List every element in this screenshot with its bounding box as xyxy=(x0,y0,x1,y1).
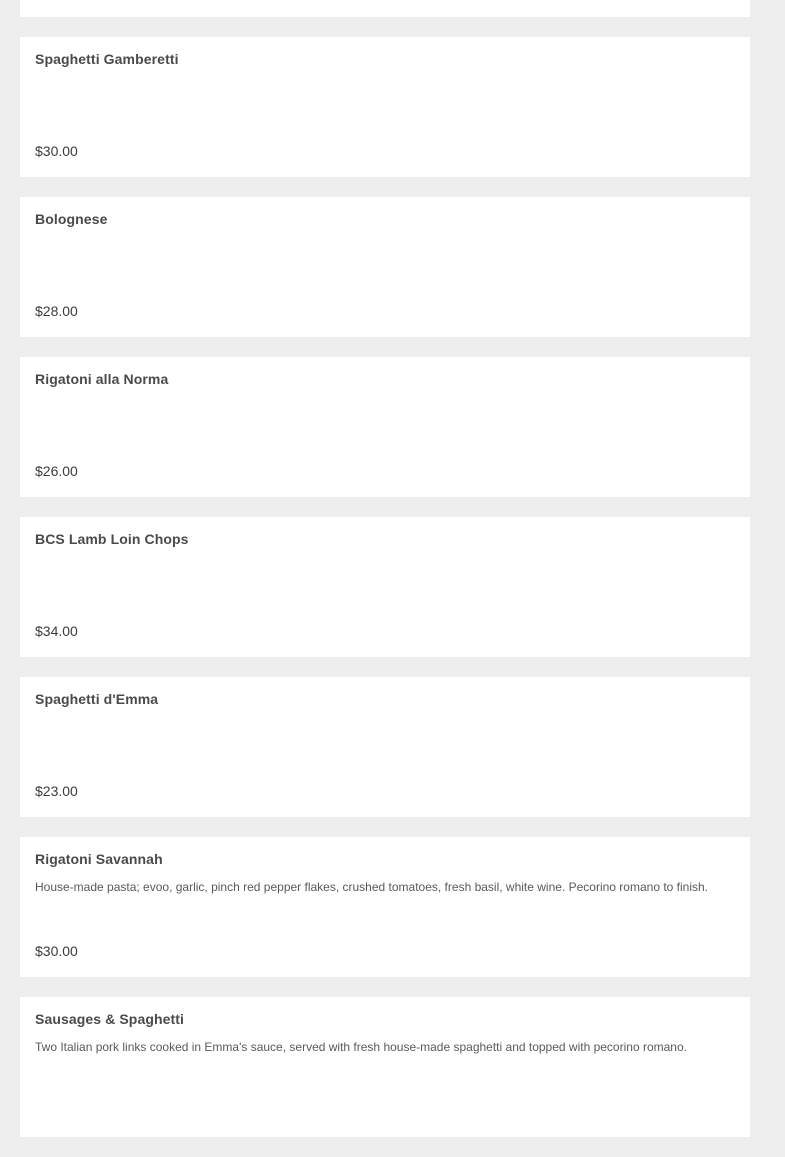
menu-item-price: $28.00 xyxy=(35,303,78,319)
menu-item-description: Two Italian pork links cooked in Emma's sauce, served with fresh house-made spaghetti and topped with pecorino romano. xyxy=(35,1040,687,1054)
menu-item-name: Bolognese xyxy=(35,211,108,227)
menu-item-price: $26.00 xyxy=(35,463,78,479)
menu-item-name: Spaghetti d'Emma xyxy=(35,691,159,707)
menu-item-card[interactable] xyxy=(20,37,750,177)
menu-item-card[interactable] xyxy=(20,357,750,497)
menu-item-card[interactable] xyxy=(20,0,750,17)
menu-item-name: BCS Lamb Loin Chops xyxy=(35,531,189,547)
menu-item-price: $34.00 xyxy=(35,623,78,639)
menu-item-name: Sausages & Spaghetti xyxy=(35,1011,185,1027)
menu-item-name: Rigatoni alla Norma xyxy=(35,371,169,387)
menu-item-card[interactable] xyxy=(20,517,750,657)
menu-item-price: $23.00 xyxy=(35,783,78,799)
menu-item-price: $30.00 xyxy=(35,943,78,959)
menu-item-card[interactable] xyxy=(20,677,750,817)
menu-item-description: House-made pasta; evoo, garlic, pinch red pepper flakes, crushed tomatoes, fresh basil, white wine. Pecorino romano to finish. xyxy=(35,880,709,894)
menu-item-card[interactable] xyxy=(20,197,750,337)
menu-item-list xyxy=(20,0,750,1157)
menu-item-card[interactable] xyxy=(20,837,750,977)
menu-item-card[interactable] xyxy=(20,997,750,1137)
menu-item-name: Spaghetti Gamberetti xyxy=(35,51,179,67)
menu-item-price: $30.00 xyxy=(35,143,78,159)
menu-item-name: Rigatoni Savannah xyxy=(35,851,163,867)
